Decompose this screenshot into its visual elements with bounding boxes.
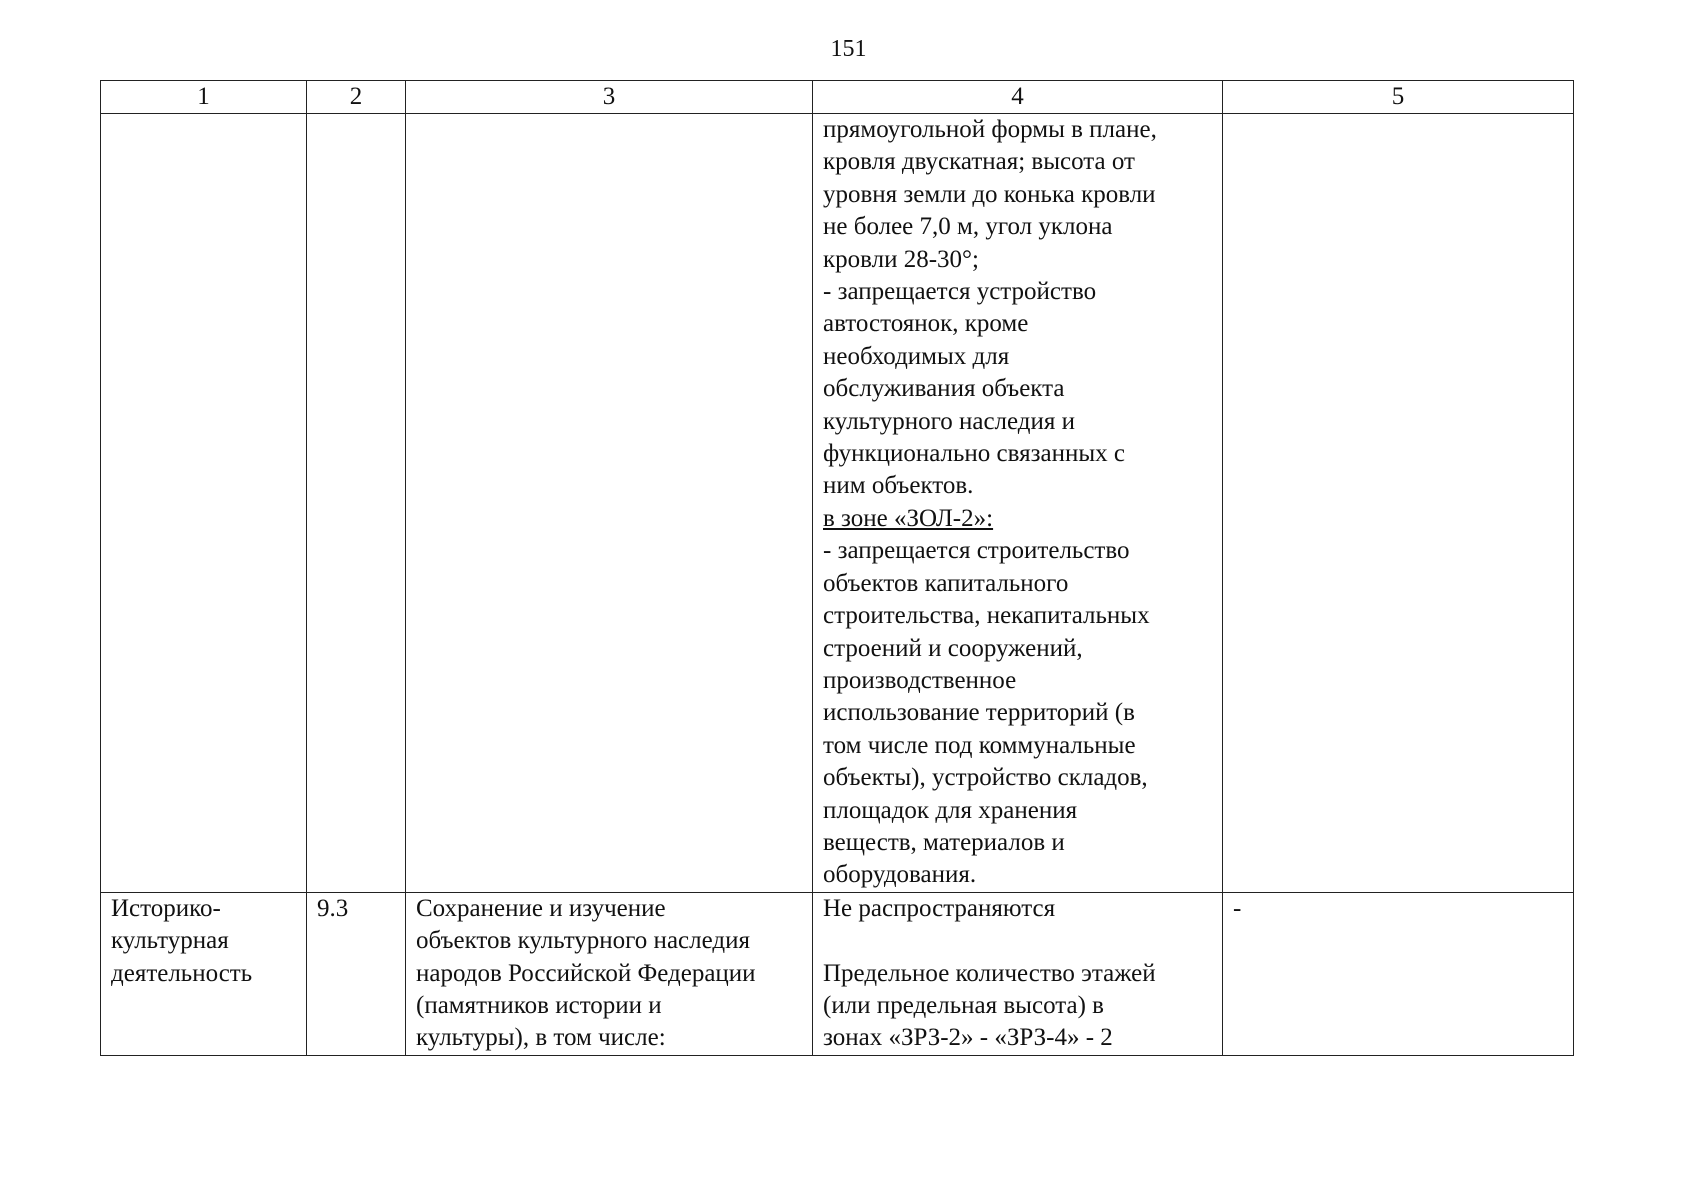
parameters-line2: Предельное количество этажей (или предельная высота) в зонах «ЗРЗ-2» - «ЗРЗ-4» - 2 xyxy=(823,959,1156,1052)
column-header-3: 3 xyxy=(406,81,813,114)
column-header-5: 5 xyxy=(1223,81,1574,114)
column-header-4: 4 xyxy=(813,81,1223,114)
cell-empty-2 xyxy=(307,114,406,893)
cell-empty-1 xyxy=(101,114,307,893)
column-header-2: 2 xyxy=(307,81,406,114)
restrictions-text-part2: - запрещается строительство объектов капитального строительства, некапитальных строений и сооружений, производственное использование территорий (в том числе под коммунальные объекты), устройство складов, площадок для хранения веществ, материалов и оборудования. xyxy=(823,537,1150,889)
cell-activity-type: Историко- культурная деятельность xyxy=(101,892,307,1055)
zone-heading: в зоне «ЗОЛ-2»: xyxy=(823,504,994,532)
cell-note: - xyxy=(1223,892,1574,1055)
cell-empty-5 xyxy=(1223,114,1574,893)
table-row xyxy=(101,892,1574,1055)
table-row-continued xyxy=(101,114,1574,893)
cell-code: 9.3 xyxy=(307,892,406,1055)
cell-description: Сохранение и изучение объектов культурного наследия народов Российской Федерации (памятников истории и культуры), в том числе: xyxy=(406,892,813,1055)
regulations-table xyxy=(100,80,1574,1056)
cell-restrictions xyxy=(813,114,1223,893)
column-header-1: 1 xyxy=(101,81,307,114)
parameters-spacer xyxy=(823,925,1212,957)
parameters-line1: Не распространяются xyxy=(823,894,1056,922)
cell-empty-3 xyxy=(406,114,813,893)
cell-parameters xyxy=(813,892,1223,1055)
restrictions-text-part1: прямоугольной формы в плане, кровля двускатная; высота от уровня земли до конька кровли не более 7,0 м, угол уклона кровли 28-30°; - запрещается устройство автостоянок, кроме необходимых для обслуживания объекта культурного наследия и функционально связанных с ним объектов. xyxy=(823,116,1157,500)
table-header-row xyxy=(101,81,1574,114)
page-number: 151 xyxy=(830,36,867,62)
